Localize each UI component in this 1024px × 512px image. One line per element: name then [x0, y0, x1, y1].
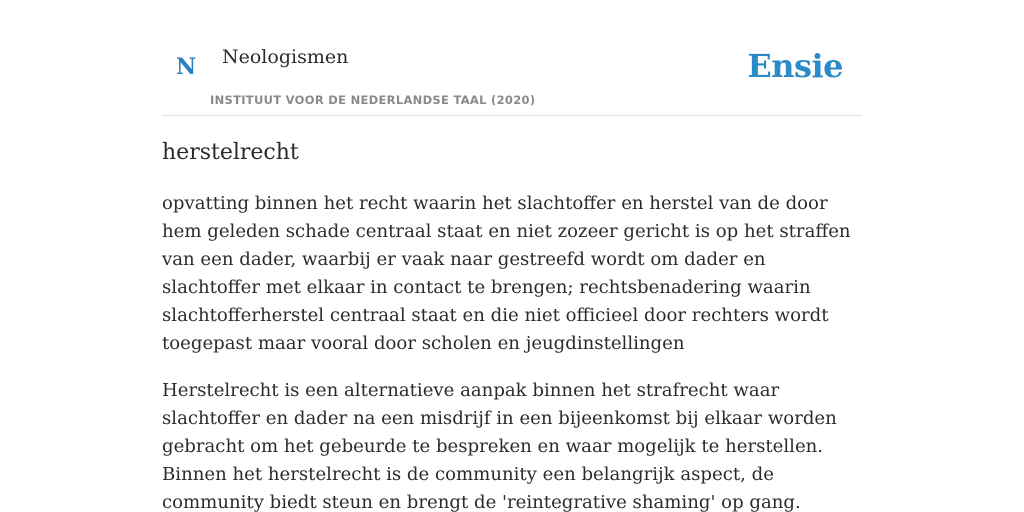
- brand-logo[interactable]: Ensie: [747, 47, 843, 85]
- headword-title: herstelrecht: [162, 140, 299, 165]
- source-header: [162, 0, 862, 116]
- source-publisher: INSTITUUT VOOR DE NEDERLANDSE TAAL (2020): [210, 93, 536, 107]
- source-name-link[interactable]: Neologismen: [222, 46, 349, 68]
- example-text: Herstelrecht is een alternatieve aanpak binnen het strafrecht waar slachtoffer en dader na een misdrijf in een bijeenkomst bij elkaar worden gebracht om het gebeurde te bespreken en waar mogelijk te herstellen. Binnen het herstelrecht is de community een belangrijk aspect, de community biedt steun en brengt de 'reintegrative shaming' op gang.: [162, 379, 837, 512]
- entry-content: [162, 139, 862, 512]
- definition-text: opvatting binnen het recht waarin het slachtoffer en herstel van de door hem geleden schade centraal staat en niet zozeer gericht is op het straffen van een dader, waarbij er vaak naar gestreefd wordt om dader en slachtoffer met elkaar in contact te brengen; rechtsbenadering waarin slachtofferherstel centraal staat en die niet officieel door rechters wordt toegepast maar vooral door scholen en jeugdinstellingen: [162, 192, 851, 354]
- source-logo: N: [176, 54, 197, 80]
